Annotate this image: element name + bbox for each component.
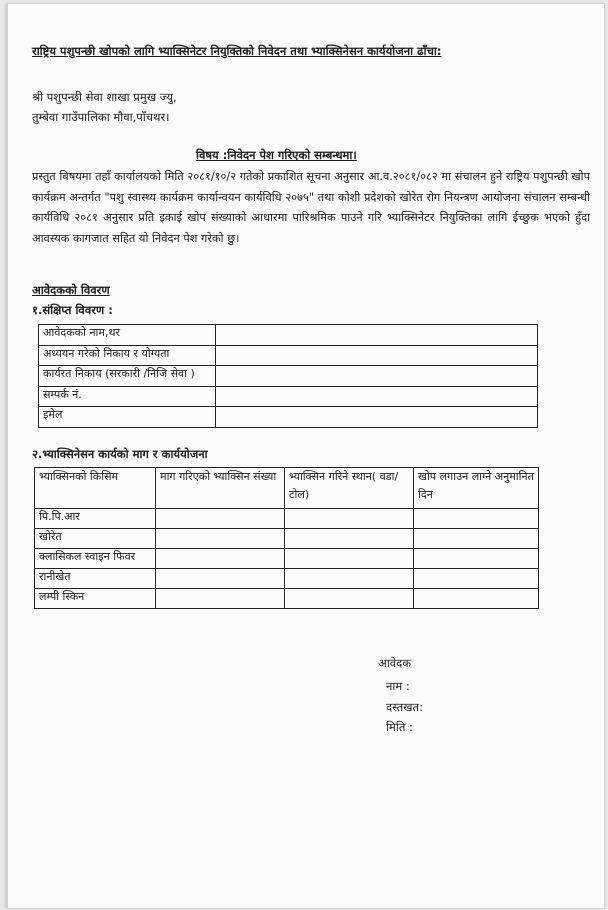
days-field[interactable] [414, 529, 539, 549]
column-header: माग गरिएको भ्याक्सिन संख्या [156, 468, 285, 509]
table-row [39, 386, 538, 407]
vaccine-type-cell: क्लासिकल स्वाइन फिवर [35, 549, 156, 569]
quantity-field[interactable] [156, 569, 285, 589]
quantity-field[interactable] [156, 589, 285, 609]
document-title: राष्ट्रिय पशुपन्छी खोपको लागि भ्याक्सिनेटर नियुक्तिको निवेदन तथा भ्याक्सिनेसन कार्ययोजना ढाँचा: [32, 44, 442, 58]
email-label: इमेल [39, 407, 216, 428]
addressee-line-1: श्री पशुपन्छी सेवा शाखा प्रमुख ज्यु, [32, 90, 177, 104]
days-field[interactable] [414, 509, 539, 529]
subject-line: विषय :निवेदन पेश गरिएको सम्बन्धमा। [196, 148, 357, 162]
email-field[interactable] [216, 407, 538, 428]
column-header: भ्याक्सिन गरिने स्थान( वडा/टोल) [285, 468, 414, 509]
table-row [39, 366, 538, 387]
page-edge-shadow [6, 4, 8, 908]
table-row [35, 589, 539, 609]
column-header: भ्याक्सिनको किसिम [35, 468, 156, 509]
location-field[interactable] [285, 549, 414, 569]
vaccination-plan-table [34, 467, 539, 609]
table-header-row [35, 468, 539, 509]
applicant-label: आवेदक [378, 656, 412, 670]
name-field-label: नाम : [386, 679, 410, 693]
vaccine-type-cell: रानीखेत [35, 569, 156, 589]
applicant-name-label: आवेदकको नाम,थर [39, 325, 216, 346]
quantity-field[interactable] [156, 509, 285, 529]
column-header: खोप लगाउन लाग्ने अनुमानित दिन [414, 468, 539, 509]
applicant-section-heading: आवेदकको विवरण [32, 283, 110, 297]
applicant-details-table [38, 324, 538, 428]
table-row [35, 529, 539, 549]
brief-details-heading: १.संक्षिप्त विवरण : [32, 303, 113, 317]
vaccination-plan-heading: २.भ्याक्सिनेसन कार्यको माग र कार्ययोजना [32, 447, 208, 461]
vaccine-type-cell: पि.पि.आर [35, 509, 156, 529]
days-field[interactable] [414, 569, 539, 589]
table-row [35, 509, 539, 529]
document-page [6, 4, 604, 908]
contact-field[interactable] [216, 386, 538, 407]
table-row [39, 407, 538, 428]
table-row [35, 549, 539, 569]
vaccine-type-cell: लम्पी स्किन [35, 589, 156, 609]
application-body: प्रस्तुत बिषयमा तहाँ कार्यालयको मिति २०८१/१०/२ गतेको प्रकाशित सूचना अनुसार आ.व.२०८१/०८२ मा संचालन हुने राष्ट्रिय पशुपन्छी खोप कार्यक्रम अन्तर्गत "पशु स्वास्थ्य कार्यक्रम कार्यान्वयन कार्यविधि २०७५" तथा कोशी प्रदेशको खोरेत रोग नियन्त्रण आयोजना संचालन सम्बन्धी कार्यविधि २०८१ अनुसार प्रति इकाई खोप संख्याको आधारमा पारिश्रमिक पाउने गरि भ्याक्सिनेटर नियुक्तिका लागि ईच्छुक भएको हुँदा आवस्यक कागजात सहित यो निवेदन पेश गरेको छु। [32, 170, 590, 245]
applicant-name-field[interactable] [216, 325, 538, 346]
quantity-field[interactable] [156, 529, 285, 549]
date-field-label: मिति : [386, 720, 413, 734]
location-field[interactable] [285, 589, 414, 609]
vaccine-type-cell: खोरेत [35, 529, 156, 549]
quantity-field[interactable] [156, 549, 285, 569]
education-field[interactable] [216, 345, 538, 366]
workplace-label: कार्यरत निकाय (सरकारी /निजि सेवा ) [39, 366, 216, 387]
location-field[interactable] [285, 509, 414, 529]
table-row [39, 345, 538, 366]
days-field[interactable] [414, 549, 539, 569]
table-row [35, 569, 539, 589]
table-row [39, 325, 538, 346]
signature-field-label: दस्तखत: [386, 700, 423, 714]
location-field[interactable] [285, 529, 414, 549]
location-field[interactable] [285, 569, 414, 589]
days-field[interactable] [414, 589, 539, 609]
education-label: अध्ययन गरेको निकाय र योग्यता [39, 345, 216, 366]
addressee-line-2: तुम्बेवा गाउँपालिका मौवा,पाँचथर। [32, 110, 170, 124]
workplace-field[interactable] [216, 366, 538, 387]
contact-label: सम्पर्क नं. [39, 386, 216, 407]
